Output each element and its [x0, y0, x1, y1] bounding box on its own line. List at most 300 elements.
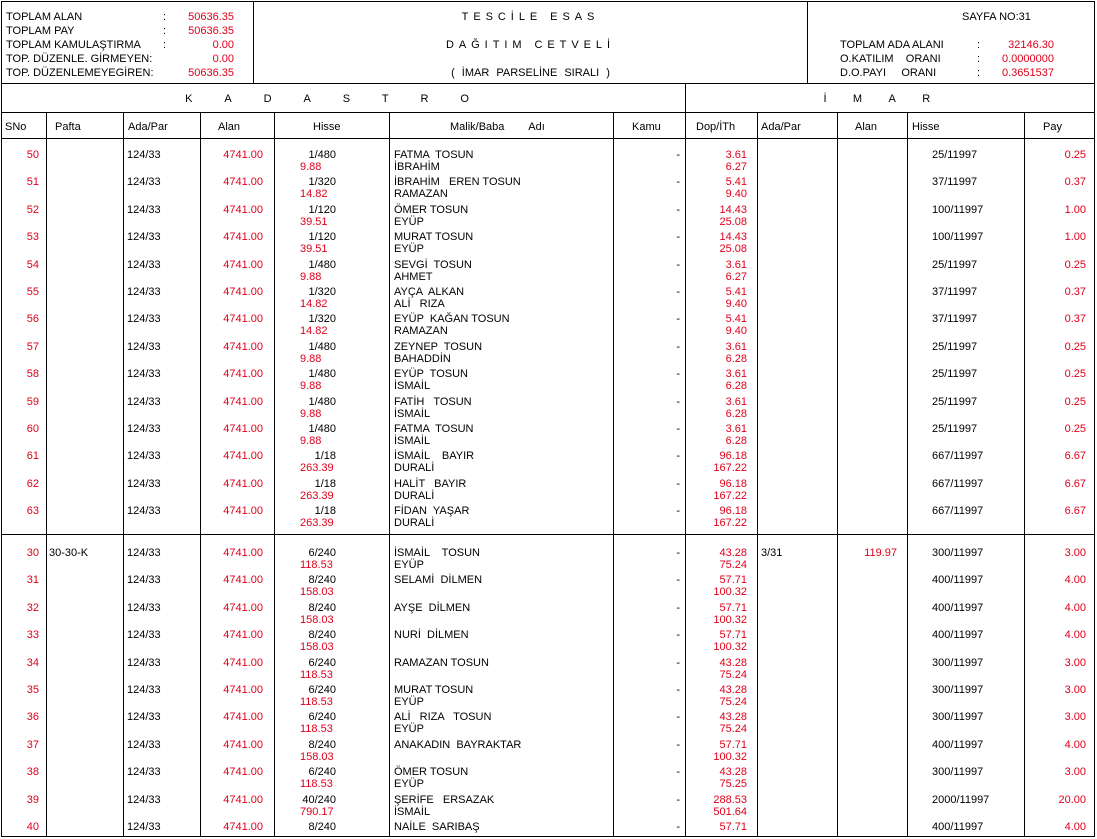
right-info-colon: :	[977, 39, 981, 51]
row-hisse-value: 263.39	[300, 462, 334, 475]
row-malik: AYÇA ALKAN	[394, 286, 465, 298]
summary-value: 50636.35	[188, 25, 234, 37]
row-ada-par: 124/33	[127, 340, 161, 353]
column-header-hisse: Hisse	[313, 121, 341, 133]
row-ada-par: 124/33	[127, 149, 161, 161]
row-malik: FATMA TOSUN	[394, 149, 474, 161]
row-ada-par: 124/33	[127, 547, 161, 559]
row-hisse-value: 118.53	[300, 723, 333, 736]
summary-value: 0.00	[212, 39, 234, 51]
row-ada-par: 124/33	[127, 738, 161, 751]
row-hisse-value: 14.82	[300, 298, 328, 310]
row-sno: 51	[26, 176, 39, 189]
row-dop: 3.61	[725, 423, 747, 435]
row-alan: 4741.00	[223, 505, 263, 518]
row-alan: 4741.00	[223, 176, 263, 189]
row-kamu: -	[676, 547, 680, 559]
row-ada-par: 124/33	[127, 821, 161, 833]
row-dop: 3.61	[725, 258, 747, 271]
row-ith: 75.24	[719, 668, 747, 681]
row-pay: 4.00	[1064, 574, 1086, 587]
row-ada-par: 124/33	[127, 684, 161, 696]
row-dop: 43.28	[719, 711, 747, 724]
column-line	[907, 112, 908, 837]
row-hisse-value: 9.88	[300, 161, 322, 173]
row-malik: NAİLE SARIBAŞ	[394, 821, 480, 833]
row-imar-hisse: 37/11997	[932, 176, 978, 189]
row-pay: 6.67	[1064, 477, 1086, 490]
title-line-1: TESCİLE ESAS	[461, 11, 600, 23]
row-imar-hisse: 100/11997	[932, 203, 984, 216]
row-kamu: -	[676, 176, 680, 189]
column-line	[837, 112, 838, 837]
row-sno: 54	[26, 258, 39, 271]
row-hisse: 1/18	[314, 505, 336, 518]
row-baba: ALİ RIZA	[394, 298, 445, 310]
row-sno: 35	[26, 684, 39, 696]
row-hisse: 1/480	[308, 395, 336, 408]
row-pay: 4.00	[1064, 629, 1086, 642]
row-imar-hisse: 300/11997	[932, 684, 984, 696]
summary-label: TOP. DÜZENLEMEYEGİREN:	[6, 67, 154, 79]
row-sno: 33	[26, 629, 39, 642]
row-hisse-value: 118.53	[300, 778, 333, 791]
row-alan: 4741.00	[223, 395, 263, 408]
row-baba: EYÜP	[394, 243, 424, 256]
row-sno: 55	[26, 286, 39, 298]
row-dop: 96.18	[719, 477, 747, 490]
title-line-3: ( İMAR PARSELİNE SIRALI )	[451, 67, 610, 79]
row-malik: ÖMER TOSUN	[394, 203, 469, 216]
row-pay: 0.25	[1064, 258, 1086, 271]
row-imar-hisse: 300/11997	[932, 656, 984, 669]
row-hisse: 1/320	[308, 313, 336, 326]
row-ith: 100.32	[713, 750, 747, 763]
row-imar-alan: 119.97	[864, 547, 897, 559]
row-pay: 6.67	[1064, 450, 1086, 463]
column-header-imar-alan: Alan	[855, 121, 878, 133]
row-ith: 100.32	[713, 586, 747, 599]
row-ada-par: 124/33	[127, 286, 161, 298]
row-ith: 9.40	[725, 188, 747, 201]
row-pay: 0.25	[1064, 368, 1086, 381]
column-line	[274, 112, 275, 837]
row-dop: 5.41	[725, 176, 747, 189]
row-imar-hisse: 25/11997	[932, 340, 978, 353]
row-hisse: 1/480	[308, 368, 336, 381]
row-pay: 1.00	[1064, 203, 1086, 216]
row-imar-hisse: 25/11997	[932, 368, 978, 381]
row-pay: 0.37	[1064, 176, 1086, 189]
row-pay: 0.37	[1064, 286, 1086, 298]
row-dop: 5.41	[725, 313, 747, 326]
row-pay: 4.00	[1064, 601, 1086, 614]
row-hisse: 1/480	[308, 340, 336, 353]
row-hisse-value: 9.88	[300, 407, 322, 420]
row-ith: 6.28	[725, 435, 747, 447]
row-hisse-value: 158.03	[300, 750, 334, 763]
row-malik: EYÜP TOSUN	[394, 368, 468, 381]
row-ith: 6.28	[725, 352, 747, 365]
row-ith: 6.27	[725, 161, 747, 173]
row-ith: 75.24	[719, 696, 747, 708]
row-malik: AYŞE DİLMEN	[394, 601, 471, 614]
row-malik: MURAT TOSUN	[394, 231, 474, 244]
row-ith: 75.25	[719, 778, 747, 791]
row-malik: EYÜP KAĞAN TOSUN	[394, 313, 510, 326]
row-alan: 4741.00	[223, 313, 263, 326]
row-imar-hisse: 667/11997	[932, 505, 984, 518]
row-hisse: 1/120	[308, 203, 336, 216]
row-hisse-value: 9.88	[300, 352, 322, 365]
row-baba: EYÜP	[394, 723, 424, 736]
row-imar-hisse: 300/11997	[932, 711, 984, 724]
row-hisse: 6/240	[308, 656, 336, 669]
row-imar-hisse: 37/11997	[932, 313, 978, 326]
row-ith: 167.22	[713, 489, 747, 502]
row-sno: 31	[26, 574, 39, 587]
row-pay: 3.00	[1064, 547, 1086, 559]
row-pay: 4.00	[1064, 738, 1086, 751]
row-malik: ŞERİFE ERSAZAK	[394, 793, 495, 806]
right-info-label: O.KATILIM ORANI	[840, 53, 941, 65]
row-imar-hisse: 400/11997	[932, 738, 984, 751]
row-kamu: -	[676, 340, 680, 353]
row-pay: 1.00	[1064, 231, 1086, 244]
row-alan: 4741.00	[223, 231, 263, 244]
row-dop: 43.28	[719, 547, 747, 559]
row-baba: İSMAİL	[394, 407, 431, 420]
row-imar-hisse: 667/11997	[932, 477, 984, 490]
row-alan: 4741.00	[223, 477, 263, 490]
row-hisse-value: 14.82	[300, 188, 328, 201]
row-hisse: 1/18	[314, 450, 336, 463]
row-hisse: 8/240	[308, 738, 336, 751]
row-malik: İSMAİL TOSUN	[394, 547, 480, 559]
summary-colon: :	[163, 39, 167, 51]
row-pay: 0.25	[1064, 149, 1086, 161]
row-malik: HALİT BAYIR	[394, 477, 467, 490]
row-baba: BAHADDİN	[394, 352, 451, 365]
row-hisse: 6/240	[308, 711, 336, 724]
row-hisse-value: 158.03	[300, 613, 334, 626]
row-ith: 100.32	[713, 613, 747, 626]
row-kamu: -	[676, 738, 680, 751]
row-imar-hisse: 25/11997	[932, 149, 978, 161]
row-kamu: -	[676, 505, 680, 518]
row-dop: 57.71	[719, 574, 747, 587]
row-alan: 4741.00	[223, 629, 263, 642]
row-alan: 4741.00	[223, 656, 263, 669]
row-ada-par: 124/33	[127, 423, 161, 435]
row-imar-hisse: 667/11997	[932, 450, 984, 463]
row-ada-par: 124/33	[127, 395, 161, 408]
row-alan: 4741.00	[223, 450, 263, 463]
row-alan: 4741.00	[223, 793, 263, 806]
row-kamu: -	[676, 629, 680, 642]
row-dop: 43.28	[719, 656, 747, 669]
row-dop: 14.43	[719, 231, 747, 244]
column-line	[757, 112, 758, 837]
row-sno: 52	[26, 203, 39, 216]
column-header-malik-baba: Malik/Baba Adı	[450, 121, 545, 133]
row-ada-par: 124/33	[127, 505, 161, 518]
row-malik: ÖMER TOSUN	[394, 766, 469, 779]
row-baba: İSMAİL	[394, 805, 431, 818]
row-sno: 63	[26, 505, 39, 518]
row-dop: 57.71	[719, 821, 747, 833]
right-info-colon: :	[977, 67, 981, 79]
row-ada-par: 124/33	[127, 231, 161, 244]
row-dop: 57.71	[719, 601, 747, 614]
row-ada-par: 124/33	[127, 368, 161, 381]
row-kamu: -	[676, 395, 680, 408]
row-sno: 40	[26, 821, 39, 833]
row-kamu: -	[676, 766, 680, 779]
row-ada-par: 124/33	[127, 450, 161, 463]
row-ada-par: 124/33	[127, 258, 161, 271]
row-malik: RAMAZAN TOSUN	[394, 656, 489, 669]
row-imar-hisse: 25/11997	[932, 395, 978, 408]
right-info-label: TOPLAM ADA ALANI	[840, 39, 944, 51]
row-hisse: 1/480	[308, 149, 336, 161]
row-imar-hisse: 400/11997	[932, 601, 984, 614]
row-malik: ALİ RIZA TOSUN	[394, 711, 492, 724]
section-imar: İMAR	[823, 93, 957, 105]
row-alan: 4741.00	[223, 423, 263, 435]
summary-label: TOPLAM PAY	[6, 25, 75, 37]
row-baba: DURALİ	[394, 517, 435, 530]
row-kamu: -	[676, 450, 680, 463]
row-kamu: -	[676, 821, 680, 833]
row-kamu: -	[676, 286, 680, 298]
row-hisse: 1/18	[314, 477, 336, 490]
row-hisse: 1/320	[308, 286, 336, 298]
row-pay: 6.67	[1064, 505, 1086, 518]
row-baba: EYÜP	[394, 778, 424, 791]
row-baba: DURALİ	[394, 489, 435, 502]
row-sno: 36	[26, 711, 39, 724]
row-sno: 39	[26, 793, 39, 806]
row-sno: 60	[26, 423, 39, 435]
row-kamu: -	[676, 368, 680, 381]
row-hisse-value: 790.17	[300, 805, 334, 818]
row-pay: 0.37	[1064, 313, 1086, 326]
row-kamu: -	[676, 313, 680, 326]
row-kamu: -	[676, 149, 680, 161]
row-alan: 4741.00	[223, 149, 263, 161]
row-baba: İSMAİL	[394, 435, 431, 447]
column-header-kamu: Kamu	[632, 121, 661, 133]
row-malik: İBRAHİM EREN TOSUN	[394, 176, 521, 189]
row-ith: 75.24	[719, 723, 747, 736]
row-pay: 3.00	[1064, 684, 1086, 696]
row-hisse: 1/320	[308, 176, 336, 189]
row-ada-par: 124/33	[127, 477, 161, 490]
row-hisse: 1/120	[308, 231, 336, 244]
row-hisse-value: 118.53	[300, 696, 333, 708]
row-ith: 501.64	[713, 805, 747, 818]
row-alan: 4741.00	[223, 368, 263, 381]
column-header-dop-ith: Dop/İTh	[696, 121, 736, 133]
row-dop: 288.53	[713, 793, 747, 806]
column-line	[613, 112, 614, 837]
row-alan: 4741.00	[223, 711, 263, 724]
row-imar-ada-par: 3/31	[761, 547, 783, 559]
column-line	[46, 112, 47, 837]
row-hisse: 1/480	[308, 258, 336, 271]
row-hisse-value: 9.88	[300, 380, 322, 393]
row-pay: 3.00	[1064, 711, 1086, 724]
row-kamu: -	[676, 477, 680, 490]
row-hisse-value: 9.88	[300, 270, 322, 283]
column-header-imar-hisse: Hisse	[912, 121, 940, 133]
summary-value: 50636.35	[188, 11, 234, 23]
row-pay: 3.00	[1064, 656, 1086, 669]
row-imar-hisse: 37/11997	[932, 286, 978, 298]
row-ada-par: 124/33	[127, 793, 161, 806]
row-kamu: -	[676, 574, 680, 587]
row-malik: İSMAİL BAYIR	[394, 450, 475, 463]
summary-label: TOP. DÜZENLE. GİRMEYEN:	[6, 53, 153, 65]
column-header-ada-par: Ada/Par	[128, 121, 168, 133]
row-imar-hisse: 25/11997	[932, 258, 978, 271]
row-alan: 4741.00	[223, 684, 263, 696]
row-ith: 75.24	[719, 559, 747, 571]
group-separator	[1, 534, 1095, 535]
row-alan: 4741.00	[223, 258, 263, 271]
row-kamu: -	[676, 601, 680, 614]
row-imar-hisse: 300/11997	[932, 547, 984, 559]
right-info-label: D.O.PAYI ORANI	[840, 67, 937, 79]
row-ada-par: 124/33	[127, 629, 161, 642]
row-malik: MURAT TOSUN	[394, 684, 474, 696]
row-sno: 37	[26, 738, 39, 751]
right-info-colon: :	[977, 53, 981, 65]
row-alan: 4741.00	[223, 286, 263, 298]
column-line	[123, 112, 124, 837]
column-line	[200, 112, 201, 837]
summary-colon: :	[163, 25, 167, 37]
row-baba: AHMET	[394, 270, 433, 283]
row-sno: 34	[26, 656, 39, 669]
row-sno: 61	[26, 450, 39, 463]
row-ith: 9.40	[725, 325, 747, 338]
row-alan: 4741.00	[223, 203, 263, 216]
row-dop: 3.61	[725, 149, 747, 161]
row-pay: 4.00	[1064, 821, 1086, 833]
row-hisse: 1/480	[308, 423, 336, 435]
row-baba: İBRAHİM	[394, 161, 440, 173]
page-number: SAYFA NO:31	[962, 11, 1031, 23]
row-sno: 57	[26, 340, 39, 353]
row-kamu: -	[676, 203, 680, 216]
summary-value: 50636.35	[188, 67, 234, 79]
row-pay: 0.25	[1064, 340, 1086, 353]
column-header-bottom-line	[1, 138, 1095, 139]
row-ada-par: 124/33	[127, 711, 161, 724]
row-hisse-value: 118.53	[300, 668, 333, 681]
row-sno: 32	[26, 601, 39, 614]
row-malik: SEVGİ TOSUN	[394, 258, 472, 271]
row-malik: FATMA TOSUN	[394, 423, 474, 435]
row-hisse-value: 118.53	[300, 559, 333, 571]
right-info-value: 0.3651537	[1002, 67, 1054, 79]
row-ada-par: 124/33	[127, 313, 161, 326]
row-dop: 5.41	[725, 286, 747, 298]
column-header-alan: Alan	[218, 121, 241, 133]
row-kamu: -	[676, 258, 680, 271]
row-pafta: 30-30-K	[49, 547, 89, 559]
row-hisse-value: 158.03	[300, 641, 334, 654]
row-pay: 20.00	[1058, 793, 1086, 806]
row-ada-par: 124/33	[127, 574, 161, 587]
row-imar-hisse: 25/11997	[932, 423, 978, 435]
row-ada-par: 124/33	[127, 601, 161, 614]
row-hisse-value: 263.39	[300, 489, 334, 502]
row-alan: 4741.00	[223, 340, 263, 353]
row-kamu: -	[676, 684, 680, 696]
row-ith: 25.08	[719, 215, 747, 228]
column-header-pafta: Pafta	[55, 121, 81, 133]
row-kamu: -	[676, 793, 680, 806]
row-baba: EYÜP	[394, 215, 424, 228]
right-info-value: 32146.30	[1008, 39, 1054, 51]
row-sno: 38	[26, 766, 39, 779]
row-hisse-value: 158.03	[300, 586, 334, 599]
row-malik: FATİH TOSUN	[394, 395, 472, 408]
row-hisse: 40/240	[302, 793, 336, 806]
row-malik: SELAMİ DİLMEN	[394, 574, 483, 587]
row-alan: 4741.00	[223, 738, 263, 751]
row-hisse: 8/240	[308, 601, 336, 614]
summary-label: TOPLAM KAMULAŞTIRMA	[6, 39, 141, 51]
row-alan: 4741.00	[223, 601, 263, 614]
row-sno: 62	[26, 477, 39, 490]
row-ith: 167.22	[713, 462, 747, 475]
row-pay: 3.00	[1064, 766, 1086, 779]
row-malik: ANAKADIN BAYRAKTAR	[394, 738, 522, 751]
row-dop: 3.61	[725, 368, 747, 381]
title-line-2: DAĞITIM CETVELİ	[446, 39, 615, 51]
row-alan: 4741.00	[223, 821, 263, 833]
row-malik: FİDAN YAŞAR	[394, 505, 470, 518]
row-ith: 100.32	[713, 641, 747, 654]
row-hisse: 6/240	[308, 766, 336, 779]
row-sno: 59	[26, 395, 39, 408]
row-dop: 14.43	[719, 203, 747, 216]
row-kamu: -	[676, 711, 680, 724]
column-line	[685, 112, 686, 837]
row-hisse: 8/240	[308, 629, 336, 642]
row-ith: 167.22	[713, 517, 747, 530]
row-ada-par: 124/33	[127, 176, 161, 189]
row-hisse-value: 9.88	[300, 435, 322, 447]
row-baba: EYÜP	[394, 559, 424, 571]
row-baba: RAMAZAN	[394, 325, 448, 338]
row-baba: EYÜP	[394, 696, 424, 708]
summary-colon: :	[163, 11, 167, 23]
row-ith: 25.08	[719, 243, 747, 256]
row-ith: 6.27	[725, 270, 747, 283]
row-hisse-value: 39.51	[300, 215, 328, 228]
row-imar-hisse: 2000/11997	[932, 793, 990, 806]
row-dop: 43.28	[719, 766, 747, 779]
row-dop: 96.18	[719, 450, 747, 463]
row-baba: DURALİ	[394, 462, 435, 475]
row-pay: 0.25	[1064, 395, 1086, 408]
row-dop: 96.18	[719, 505, 747, 518]
